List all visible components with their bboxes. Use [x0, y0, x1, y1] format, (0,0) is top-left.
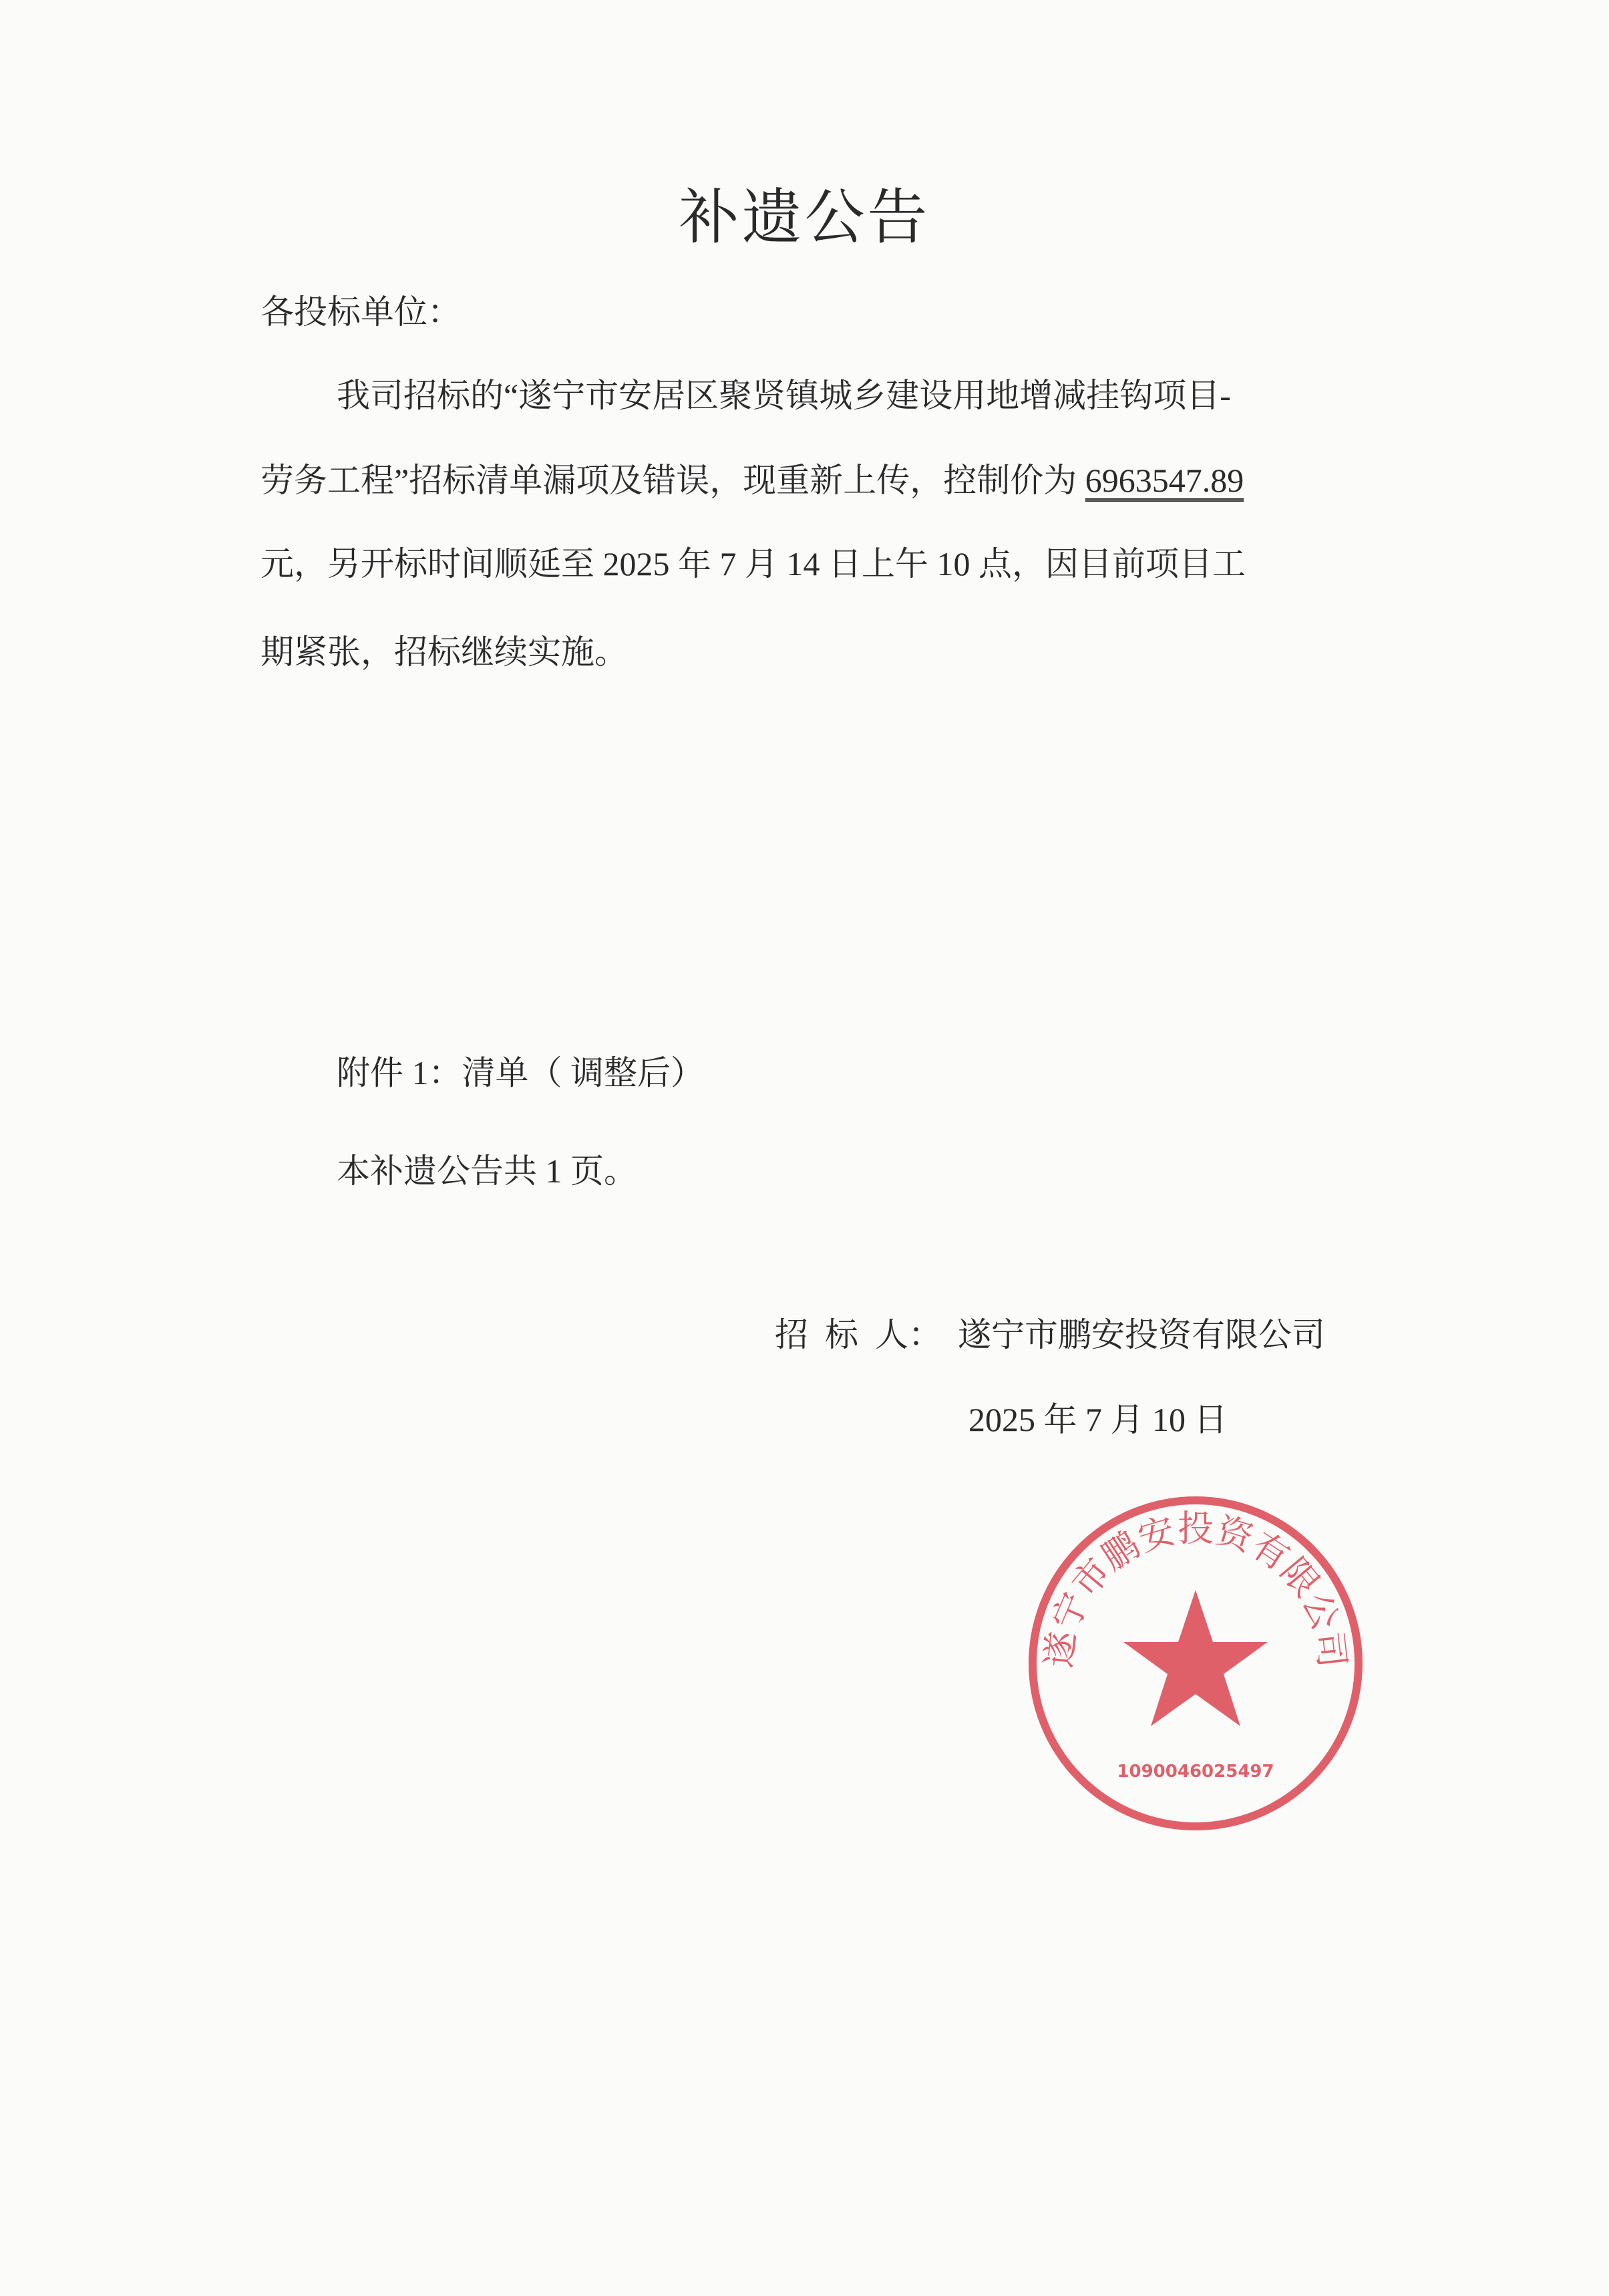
company-seal [1022, 1490, 1369, 1837]
body-line-1: 我司招标的“遂宁市安居区聚贤镇城乡建设用地增减挂钩项目- [337, 377, 1231, 414]
page-count-note: 本补遗公告共 1 页。 [337, 1152, 637, 1190]
signer-name: 遂宁市鹏安投资有限公司 [958, 1316, 1325, 1353]
salutation: 各投标单位： [260, 293, 461, 331]
control-price: 6963547.89 [1085, 462, 1244, 499]
attachment-note: 附件 1：清单（ 调整后） [337, 1054, 704, 1092]
signer-label: 招 标 人： [775, 1316, 942, 1353]
seal-ring [1033, 1500, 1359, 1826]
seal-text: 遂宁市鹏安投资有限公司 [1037, 1507, 1354, 1670]
body-line-2-text: 劳务工程”招标清单漏项及错误，现重新上传，控制价为 [260, 462, 1085, 499]
body-line-2 [260, 464, 1244, 497]
seal-code: 1090046025497 [1117, 1762, 1274, 1782]
body-line-3: 元，另开标时间顺延至 2025 年 7 月 14 日上午 10 点，因目前项目工 [260, 545, 1246, 583]
signer-row [775, 1318, 1325, 1351]
signature-date: 2025 年 7 月 10 日 [968, 1401, 1228, 1438]
svg-text:遂宁市鹏安投资有限公司 [1037, 1508, 1353, 1670]
star-icon [1123, 1590, 1268, 1726]
body-line-4: 期紧张，招标继续实施。 [260, 633, 628, 671]
page-title: 补遗公告 [679, 185, 930, 251]
